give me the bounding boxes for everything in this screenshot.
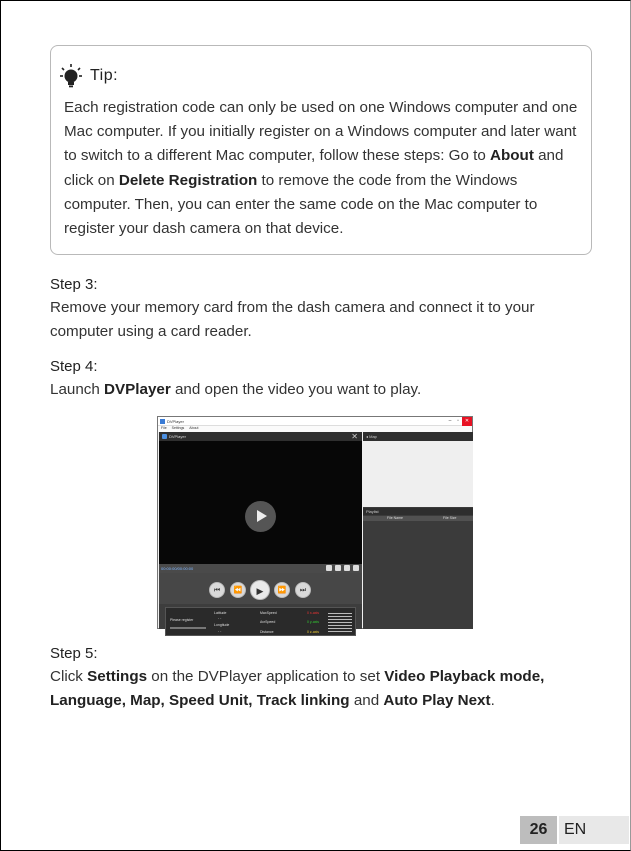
tip-bold-about: About [490,147,534,165]
col-file-size: File Size [443,516,457,520]
app-window-title: DVPlayer [167,419,184,424]
app-titlebar [158,417,472,426]
map-bar: ◂ Map [363,432,473,441]
playback-controls [159,573,362,604]
view-controls [326,565,359,571]
latitude-value: - - [218,616,222,620]
snapshot-icon [335,565,341,571]
player-pane-bar [159,432,362,441]
distance-label: Distance [260,630,274,634]
skip-next-icon: ⏭ [295,582,311,598]
tip-text-part: Each registration code can only be used on one Windows computer and one Mac computer. If you initially register on a Windows computer and later want to switch to a different Mac computer, follow these steps: Go to [64,99,578,165]
g-value-x: 0 x-axis [307,611,320,615]
step5-title: Step 5: [50,645,98,662]
step3-title: Step 3: [50,276,98,293]
skip-previous-icon: ⏮ [209,582,225,598]
play-icon [245,501,276,532]
player-pane-title: DVPlayer [169,434,186,439]
minimize-icon: – [448,418,452,424]
tip-header [60,64,118,88]
side-pane [363,432,473,629]
col-file-name: File Name [387,516,403,520]
close-icon: ✕ [462,417,472,426]
playlist-header [363,516,473,521]
close-icon: ✕ [351,432,358,441]
g-value-z: 0 z-axis [307,630,320,634]
fast-forward-icon: ⏩ [274,582,290,598]
lightbulb-icon [60,64,82,88]
dvplayer-screenshot [157,416,473,634]
playlist-bar: Playlist [363,508,473,515]
rewind-icon: ⏪ [230,582,246,598]
step5-text-part: on the DVPlayer application to set [147,668,385,685]
step4-bold-dvplayer: DVPlayer [104,381,171,398]
step5-text-part: . [490,692,495,709]
g-value-y: 0 y-axis [307,620,320,624]
volume-icon [353,565,359,571]
step4-title: Step 4: [50,358,98,375]
app-icon [160,419,165,424]
step4-text-part: and open the video you want to play. [170,381,422,398]
max-speed-label: MaxSpeed [260,611,277,615]
g-sensor-graph [328,611,352,633]
time-readout: 00:00:00/00:00:00 [161,566,194,571]
tip-text-part: to remove the code from the Windows computer. Then, you can enter the same code on the Mac computer to register your dash camera on that device. [64,171,538,238]
maximize-icon: ▫ [457,418,459,424]
avr-speed-label: AvrSpeed [260,620,276,624]
time-bar [159,564,362,573]
map-label: Map [369,434,377,439]
menu-file: File [161,426,167,430]
step5-bold-options: Video Playback mode, Language, Map, Speed Unit, Track linking [50,668,545,709]
register-progress [170,627,206,629]
crop-icon [326,565,332,571]
page-language: EN [559,816,629,844]
tip-text [64,96,584,241]
map-area [363,441,473,507]
step3-text: Remove your memory card from the dash camera and connect it to your computer using a card reader. [50,299,535,340]
step5-text-part: and [349,692,384,709]
player-icon [162,434,167,439]
page-footer [520,816,629,844]
rotate-icon [344,565,350,571]
tip-bold-delete-registration: Delete Registration [118,171,258,189]
longitude-label: Longitude [214,623,230,627]
menu-about: About [189,426,199,430]
step5-bold-settings: Settings [87,668,148,685]
step5-bold-auto-play-next: Auto Play Next [383,692,491,709]
register-label: Please register [170,618,194,622]
play-icon: ▶ [250,580,270,600]
menu-settings: Settings [171,426,185,430]
step4-text [50,378,590,402]
tip-label: Tip: [90,67,119,84]
latitude-label: Latitude [214,611,227,615]
page-number: 26 [520,816,557,844]
longitude-value: - - [218,629,222,633]
step5-text-part: Click [50,668,88,685]
gps-info-panel [165,607,356,636]
step5-text [50,665,590,713]
video-area [159,441,362,564]
player-pane [159,432,362,634]
window-controls [446,417,472,426]
tip-text-part: and click on [64,147,564,189]
step4-text-part: Launch [50,381,105,398]
